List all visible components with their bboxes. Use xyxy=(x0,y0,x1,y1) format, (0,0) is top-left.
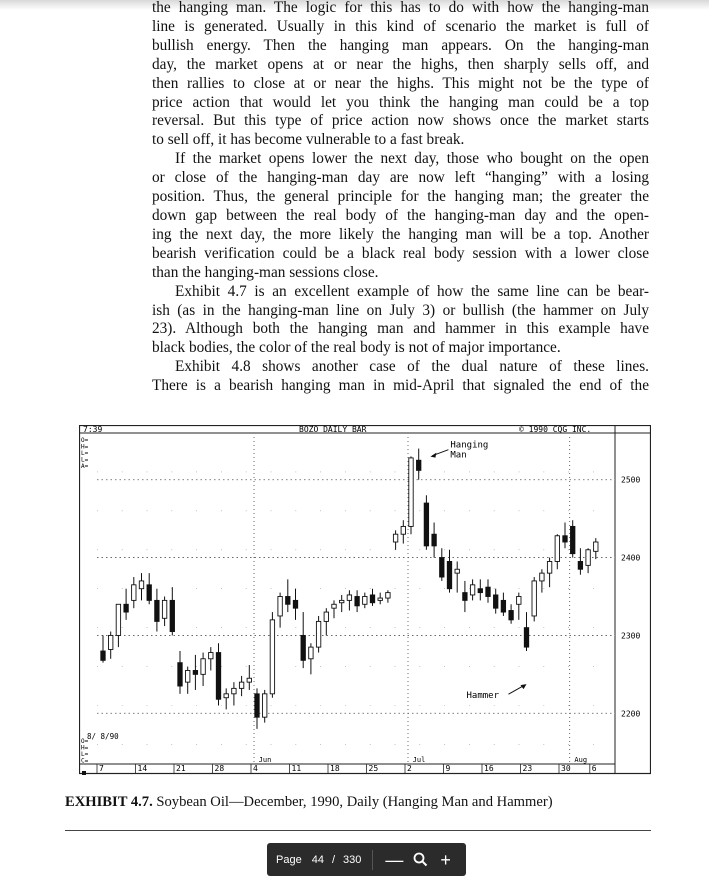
month-label: Aug xyxy=(574,756,588,764)
candle-body-black xyxy=(478,589,482,593)
candle-body-black xyxy=(155,600,159,621)
candle-body-black xyxy=(463,593,467,601)
candle-body-white xyxy=(540,573,544,581)
candle-body-white xyxy=(324,612,328,621)
text-line: ing the next day, the more likely the hanging man will be a top. Another xyxy=(152,225,649,243)
text-line: ish (as in the hanging-man line on July 3) or bullish (the hammer on July xyxy=(152,301,649,319)
text-line: day, the market opens at or near the highs, then sharply sells off, and xyxy=(152,55,649,73)
candle-body-white xyxy=(340,600,344,602)
x-tick-label: 23 xyxy=(522,764,533,773)
candle-body-white xyxy=(139,581,143,589)
candle-body-white xyxy=(517,597,521,605)
candle-body-black xyxy=(501,600,505,612)
candle-body-black xyxy=(170,600,174,631)
candle-body-white xyxy=(186,670,190,682)
text-line: then rallies to close at or near the highs. This might not be the type of xyxy=(152,74,649,92)
x-tick-label: 30 xyxy=(561,764,571,773)
text-line: black bodies, the color of the real body is not of major importance. xyxy=(152,339,561,357)
candle-body-white xyxy=(386,593,390,598)
annotation-hanging-man: Hanging xyxy=(450,440,489,451)
page-label: Page xyxy=(276,853,302,866)
x-tick-label: 16 xyxy=(484,764,494,773)
total-pages: 330 xyxy=(343,853,362,866)
y-tick-label: 2500 xyxy=(621,475,641,485)
candle-body-white xyxy=(409,458,413,527)
x-tick-label: 6 xyxy=(591,764,597,773)
ohlc-label: O= xyxy=(81,437,89,444)
ohlc-label: L= xyxy=(81,751,89,758)
candle-body-black xyxy=(101,651,105,660)
candle-body-white xyxy=(309,647,313,659)
text-line: or close of the hanging-man day are now left “hanging” with a losing xyxy=(152,169,649,187)
x-tick-label: 4 xyxy=(253,764,258,773)
x-tick-label: 9 xyxy=(445,764,451,773)
text-line: to sell off, it has become vulnerable to a fast break. xyxy=(152,131,465,149)
candle-body-white xyxy=(393,534,397,542)
month-label: Jun xyxy=(258,756,272,764)
annotation-hanging-man: Man xyxy=(450,450,467,461)
ohlc-label: O= xyxy=(81,738,89,745)
chart-date: 8/ 8/90 xyxy=(87,732,119,741)
candle-body-black xyxy=(124,604,128,612)
candle-body-black xyxy=(571,526,575,553)
divider xyxy=(65,830,651,831)
candle-body-white xyxy=(332,604,336,608)
candle-body-black xyxy=(417,460,421,470)
chart-copyright: © 1990 CQG INC. xyxy=(519,425,592,434)
candle-body-white xyxy=(532,581,536,616)
candle-body-white xyxy=(586,550,590,566)
pdf-toolbar xyxy=(267,843,466,876)
caption-text: Soybean Oil—December, 1990, Daily (Hanging Man and Hammer) xyxy=(156,794,553,810)
candle-body-black xyxy=(494,595,498,608)
candle-body-white xyxy=(224,694,228,698)
figure-caption xyxy=(65,794,553,811)
zoom-icon[interactable] xyxy=(413,852,428,867)
candle-body-black xyxy=(440,558,444,577)
candle-body-black xyxy=(578,561,582,569)
text-line: 23). Although both the hanging man and hammer in this example have xyxy=(152,320,649,338)
candle-body-white xyxy=(363,597,367,605)
ohlc-label: A= xyxy=(81,463,89,470)
candle-body-black xyxy=(301,635,305,660)
x-tick-label: 21 xyxy=(176,764,186,773)
candle-body-black xyxy=(447,561,451,588)
body-text xyxy=(152,0,649,396)
candle-body-black xyxy=(424,503,428,546)
candle-body-white xyxy=(278,597,282,616)
candle-body-black xyxy=(193,670,197,674)
candle-body-white xyxy=(401,526,405,534)
candle-body-white xyxy=(162,600,166,618)
caption-label: EXHIBIT 4.7. xyxy=(65,794,153,810)
page-separator: / xyxy=(331,853,336,866)
candle-body-white xyxy=(316,621,320,647)
text-line: price action that would let you think the hanging man could be a top xyxy=(152,93,649,111)
candle-body-black xyxy=(563,536,567,542)
candle-body-white xyxy=(547,561,551,573)
candlestick-chart xyxy=(79,425,651,791)
x-tick-label: 7 xyxy=(99,764,104,773)
candle-body-black xyxy=(509,611,513,620)
text-line: line is generated. Usually in this kind of scenario the market is full of xyxy=(152,17,649,35)
candle-body-white xyxy=(247,678,251,682)
ohlc-label: C= xyxy=(81,757,89,765)
candle-body-black xyxy=(524,628,528,647)
chart-time: 7:39 xyxy=(83,425,103,434)
hanging-man-arrowhead xyxy=(430,453,436,458)
y-tick-label: 2300 xyxy=(621,631,641,641)
chart-title: BOZO DAILY BAR xyxy=(299,425,367,434)
candle-body-white xyxy=(594,542,598,551)
candle-body-black xyxy=(486,587,490,596)
candle-body-black xyxy=(370,595,374,603)
candle-body-black xyxy=(293,600,297,608)
text-line: the hanging man. The logic for this has to do with how the hanging-man xyxy=(152,0,649,16)
candle-body-white xyxy=(470,585,474,595)
candle-body-black xyxy=(216,653,220,700)
current-page-input[interactable]: 44 xyxy=(311,853,324,866)
candle-body-white xyxy=(270,620,274,694)
x-tick-label: 11 xyxy=(291,764,302,773)
toolbar-divider xyxy=(372,850,373,870)
candle-body-white xyxy=(109,635,113,649)
candle-body-black xyxy=(286,597,290,605)
candle-body-white xyxy=(132,585,136,601)
x-tick-label: 14 xyxy=(137,764,148,773)
candle-body-white xyxy=(555,536,559,562)
month-label: Jul xyxy=(412,756,426,764)
text-line: Exhibit 4.7 is an excellent example of how the same line can be bear- xyxy=(175,282,649,300)
text-line: bullish energy. Then the hanging man appears. On the hanging-man xyxy=(152,36,649,54)
y-tick-label: 2400 xyxy=(621,553,641,563)
text-line: position. Thus, the general principle for the hanging man; the greater the xyxy=(152,188,649,206)
candle-body-black xyxy=(147,585,151,601)
text-line: Exhibit 4.8 shows another case of the dual nature of these lines. xyxy=(175,358,649,376)
text-line: reversal. But this type of price action now shows once the market starts xyxy=(152,112,649,130)
text-line: than the hanging-man sessions close. xyxy=(152,263,379,281)
marker-square xyxy=(82,771,86,775)
candle-body-white xyxy=(239,682,243,688)
text-line: bearish verification could be a black real body session with a lower close xyxy=(152,244,649,262)
candle-body-white xyxy=(263,694,267,717)
zoom-out-button[interactable]: — xyxy=(385,849,404,870)
candle-body-white xyxy=(201,659,205,675)
candle-body-white xyxy=(116,604,120,635)
ohlc-label: L= xyxy=(81,456,89,464)
candle-body-black xyxy=(178,663,182,686)
candle-body-white xyxy=(209,653,213,659)
x-tick-label: 25 xyxy=(368,764,379,773)
candle-body-black xyxy=(432,534,436,546)
candle-body-black xyxy=(355,597,359,606)
text-line: If the market opens lower the next day, those who bought on the open xyxy=(175,150,649,168)
x-tick-label: 18 xyxy=(330,764,340,773)
x-tick-label: 2 xyxy=(407,764,412,773)
candle-body-white xyxy=(378,598,382,600)
candle-body-black xyxy=(255,694,259,717)
text-line: There is a bearish hanging man in mid-April that signaled the end of the xyxy=(152,377,649,395)
text-line: down gap between the real body of the hanging-man day and the open- xyxy=(152,206,649,224)
ohlc-label: H= xyxy=(81,443,89,451)
x-tick-label: 28 xyxy=(214,764,225,773)
candle-body-white xyxy=(347,595,351,600)
candle-body-white xyxy=(455,569,459,573)
zoom-in-button[interactable]: + xyxy=(440,849,451,870)
candle-body-white xyxy=(232,688,236,693)
y-tick-label: 2200 xyxy=(621,709,641,719)
ohlc-label: H= xyxy=(81,744,89,752)
annotation-hammer: Hammer xyxy=(466,691,500,702)
ohlc-label: L= xyxy=(81,450,89,457)
